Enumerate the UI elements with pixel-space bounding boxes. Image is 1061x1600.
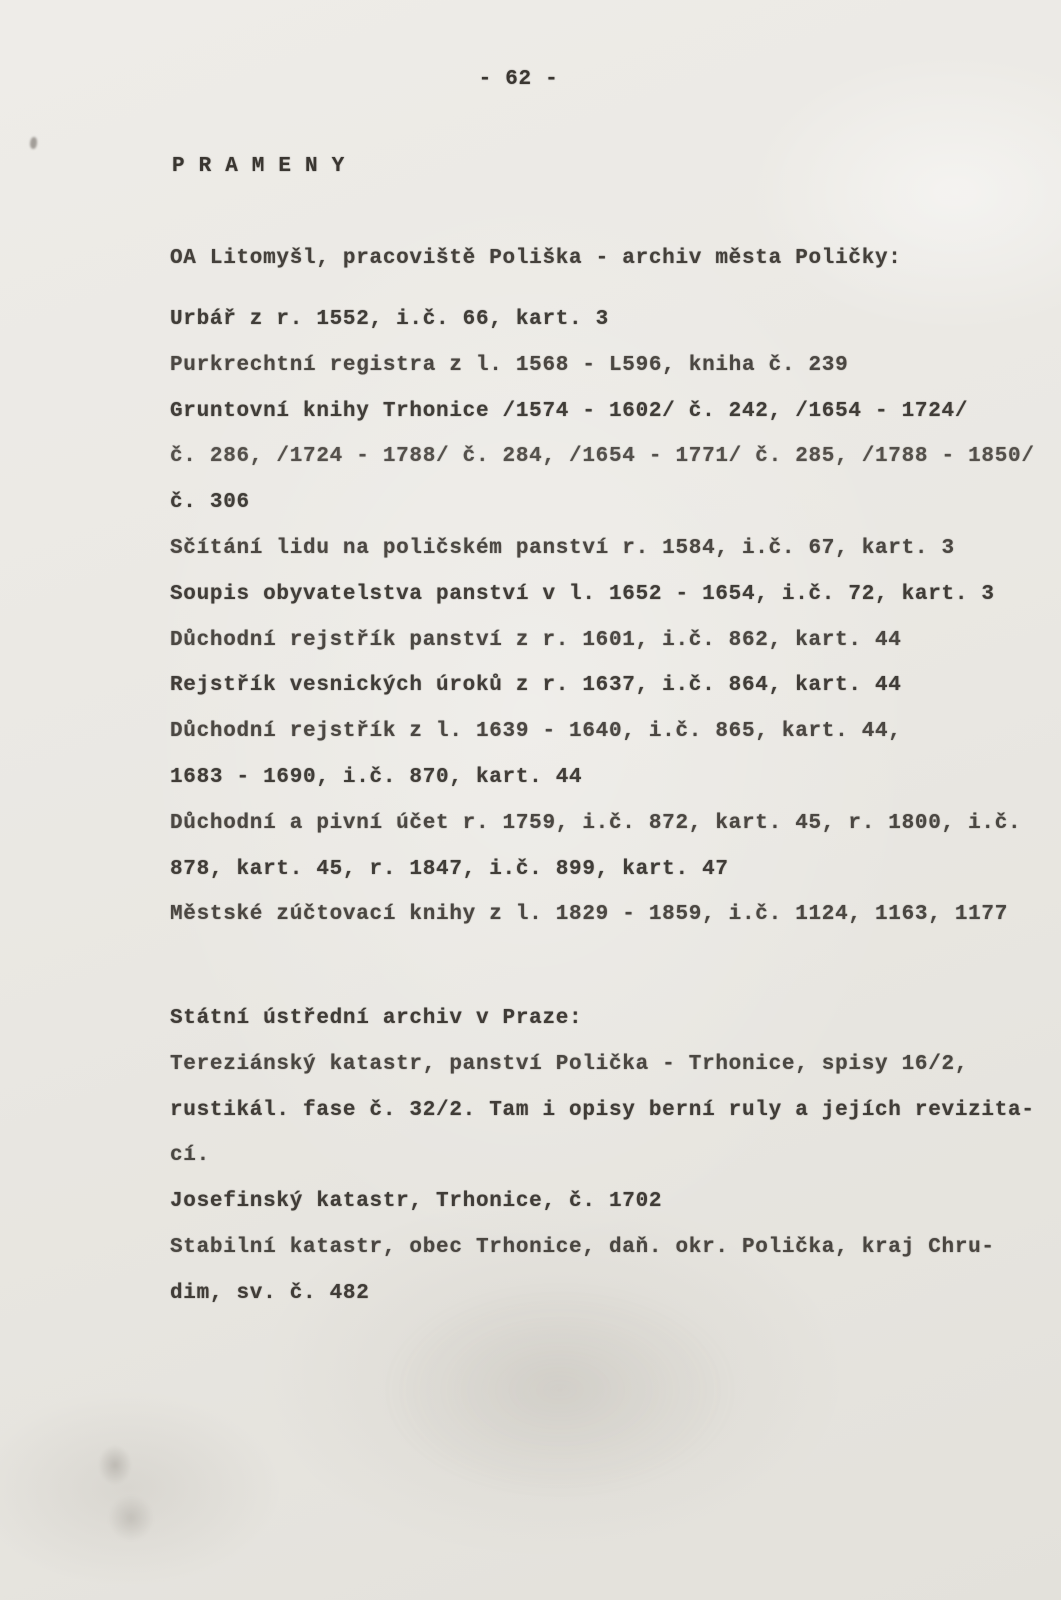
source-line: Rejstřík vesnických úroků z r. 1637, i.č. 864, kart. 44 xyxy=(170,674,902,698)
section-1-source-list xyxy=(170,297,1035,938)
source-line: Sčítání lidu na poličském panství r. 1584, i.č. 67, kart. 3 xyxy=(170,536,955,560)
source-line: Důchodní rejstřík panství z r. 1601, i.č. 862, kart. 44 xyxy=(170,628,902,652)
source-line: 878, kart. 45, r. 1847, i.č. 899, kart. 47 xyxy=(170,857,729,881)
source-line: Stabilní katastr, obec Trhonice, daň. okr. Polička, kraj Chru- xyxy=(170,1235,995,1259)
source-line: Josefinský katastr, Trhonice, č. 1702 xyxy=(170,1190,663,1214)
section-2-header: Státní ústřední archiv v Praze: xyxy=(170,1007,583,1030)
page-number: - 62 - xyxy=(478,68,559,91)
source-line: rustikál. fase č. 32/2. Tam i opisy berní ruly a jejích revizita- xyxy=(170,1098,1035,1122)
source-line: Urbář z r. 1552, i.č. 66, kart. 3 xyxy=(170,308,609,331)
source-line: Důchodní a pivní účet r. 1759, i.č. 872, kart. 45, r. 1800, i.č. xyxy=(170,811,1022,835)
paper-smudge xyxy=(98,1445,132,1485)
source-line: cí. xyxy=(170,1144,210,1168)
source-line: Soupis obyvatelstva panství v l. 1652 - 1654, i.č. 72, kart. 3 xyxy=(170,582,995,606)
paper-smudge xyxy=(108,1495,154,1541)
source-line: dim, sv. č. 482 xyxy=(170,1281,370,1305)
document-title: P R A M E N Y xyxy=(172,155,345,178)
source-line: Důchodní rejstřík z l. 1639 - 1640, i.č. 865, kart. 44, xyxy=(170,720,902,744)
source-line: Purkrechtní registra z l. 1568 - L596, kniha č. 239 xyxy=(170,353,849,377)
ink-speck xyxy=(30,137,37,149)
section-2-source-list xyxy=(170,996,1035,1317)
source-line: Městské zúčtovací knihy z l. 1829 - 1859, i.č. 1124, 1163, 1177 xyxy=(170,903,1009,927)
section-1-header: OA Litomyšl, pracoviště Poliška - archiv města Poličky: xyxy=(170,247,902,270)
source-line: Gruntovní knihy Trhonice /1574 - 1602/ č. 242, /1654 - 1724/ xyxy=(170,399,969,423)
source-line: Tereziánský katastr, panství Polička - Trhonice, spisy 16/2, xyxy=(170,1052,969,1076)
source-line: č. 306 xyxy=(170,491,250,515)
source-line: č. 286, /1724 - 1788/ č. 284, /1654 - 1771/ č. 285, /1788 - 1850/ xyxy=(170,445,1035,469)
source-line: 1683 - 1690, i.č. 870, kart. 44 xyxy=(170,765,583,789)
